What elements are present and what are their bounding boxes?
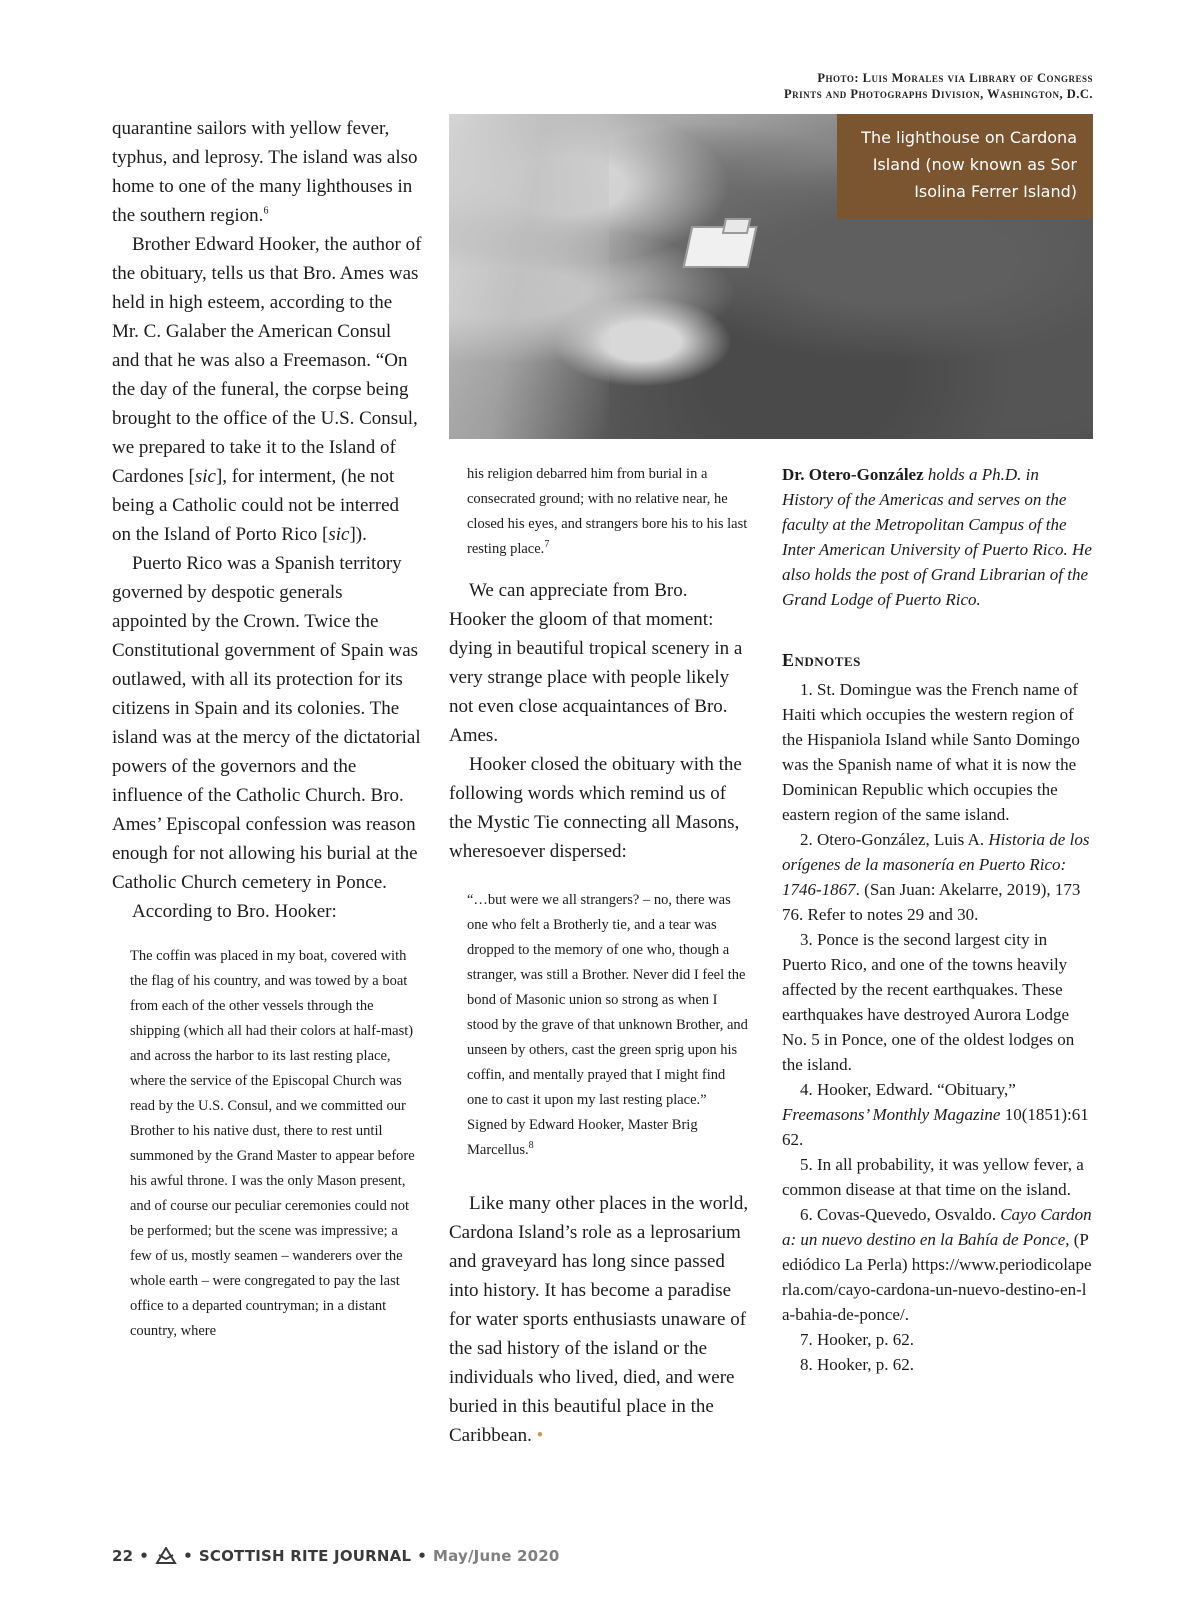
endnote: 1. St. Domingue was the French name of Haiti which occupies the western region of the Hispaniola Island while Santo Domingo was the Spanish name of what it is now the Dominican Republic which occupies the eastern region of the same island. xyxy=(782,680,1080,824)
photo-shoreline xyxy=(449,114,609,439)
footnote-ref: 7 xyxy=(544,539,550,551)
footer-separator: • xyxy=(139,1547,150,1565)
paragraph: Puerto Rico was a Spanish territory governed by despotic generals appointed by the Crown. Twice the Constitutional government of Spain was outlawed, with all its protection for its citizens in Spain and its colonies. The island was at the mercy of the dictatorial powers of the governors and the influence of the Catholic Church. Bro. Ames’ Episcopal confession was reason enough for not allowing his burial at the Catholic Church cemetery in Ponce. xyxy=(112,553,421,893)
paragraph: Brother Edward Hooker, the author of the obituary, tells us that Bro. Ames was held in high esteem, according to the Mr. C. Galaber the American Consul and that he was also a Freemason. “On the day of the funeral, the corpse being brought to the office of the U.S. Consul, we prepared to take it to the Island of Cardones [sic], for interment, (he not being a Catholic could not be interred on the Island of Porto Rico [sic]). xyxy=(112,234,422,545)
footnote-ref: 8 xyxy=(528,1140,534,1152)
middle-body-closing xyxy=(449,1189,749,1450)
lighthouse-photo xyxy=(449,114,1093,439)
photo-credit xyxy=(784,70,1093,102)
photo-credit-line1: Photo: Luis Morales via Library of Congress xyxy=(817,71,1093,85)
endnotes-list xyxy=(782,677,1092,1377)
footnote-ref: 6 xyxy=(263,205,269,217)
issue-date: May/June 2020 xyxy=(433,1547,560,1565)
end-mark: • xyxy=(536,1425,544,1446)
page-number: 22 xyxy=(112,1547,134,1565)
photo-credit-line2: Prints and Photographs Division, Washington, D.C. xyxy=(784,87,1093,101)
endnotes-heading: Endnotes xyxy=(782,650,861,670)
block-quote-continued: his religion debarred him from burial in a consecrated ground; with no relative near, he closed his eyes, and strangers bore his to his last resting place.$^7$ xyxy=(467,466,748,557)
paragraph: Hooker closed the obituary with the following words which remind us of the Mystic Tie connecting all Masons, wheresoever dispersed: xyxy=(449,754,742,862)
author-bio: Dr. Otero-González holds a Ph.D. in History of the Americas and serves on the faculty at the Metropolitan Campus of the Inter American University of Puerto Rico. He also holds the post of Grand Librarian of the Grand Lodge of Puerto Rico. xyxy=(782,465,1092,609)
journal-title: SCOTTISH RITE JOURNAL xyxy=(198,1547,412,1565)
endnote: 6. Covas-Quevedo, Osvaldo. Cayo Cardona: un nuevo destino en la Bahía de Ponce, (Pediódico La Perla) https://www.periodicolaperla.com/cayo-cardona-un-nuevo-destino-en-la-bahia-de-ponce/. xyxy=(782,1205,1092,1324)
middle-body xyxy=(449,576,749,866)
column-right xyxy=(782,462,1092,1377)
photo-caption: The lighthouse on Cardona Island (now known as Sor Isolina Ferrer Island) xyxy=(837,114,1093,219)
endnote: 8. Hooker, p. 62. xyxy=(800,1355,915,1374)
paragraph: quarantine sailors with yellow fever, typhus, and leprosy. The island was also home to one of the many lighthouses in the southern region.$^6$ xyxy=(112,118,418,226)
endnote: 2. Otero-González, Luis A. Historia de los orígenes de la masonería en Puerto Rico: 1746-1867. (San Juan: Akelarre, 2019), 173 76. Refer to notes 29 and 30. xyxy=(782,830,1090,924)
block-quote: “…but were we all strangers? – no, there was one who felt a Brotherly tie, and a tear was dropped to the memory of one who, though a stranger, was still a Brother. Never did I feel the bond of Masonic union so strong as when I stood by the grave of that unknown Brother, and unseen by others, cast the green sprig upon his coffin, and mentally prayed that I might find one to cast it upon my last resting place.” Signed by Edward Hooker, Master Brig Marcellus.$^8$ xyxy=(467,892,748,1158)
footer-separator: • xyxy=(183,1547,193,1565)
paragraph: Like many other places in the world, Cardona Island’s role as a leprosarium and graveyard has long since passed into history. It has become a paradise for water sports enthusiasts unaware of the sad history of the island or the individuals who lived, died, and were buried in this beautiful place in the Caribbean. • xyxy=(449,1193,749,1446)
block-quote: The coffin was placed in my boat, covered with the flag of his country, and was towed by a boat from each of the other vessels through the shipping (which all had their colors at half-mast) and across the harbor to its last resting place, where the service of the Episcopal Church was read by the U.S. Consul, and we committed our Brother to his native dust, there to rest until summoned by the Grand Master to appear before his awful throne. I was the only Mason present, and of course our peculiar ceremonies could not be performed; but the scene was impressive; a few of us, mostly seamen – wanderers over the whole earth – were congregated to pay the last office to a departed countryman; in a distant country, where xyxy=(130,948,415,1339)
endnote: 7. Hooker, p. 62. xyxy=(800,1330,915,1349)
column-middle xyxy=(449,462,749,1450)
endnote: 5. In all probability, it was yellow fever, a common disease at that time on the island. xyxy=(782,1155,1084,1199)
page-footer xyxy=(112,1547,560,1565)
footer-separator: • xyxy=(417,1547,428,1565)
paragraph: We can appreciate from Bro. Hooker the gloom of that moment: dying in beautiful tropical scenery in a very strange place with people likely not even close acquaintances of Bro. Ames. xyxy=(449,580,743,746)
endnote: 3. Ponce is the second largest city in Puerto Rico, and one of the towns heavily affected by the recent earthquakes. These earthquakes have destroyed Aurora Lodge No. 5 in Ponce, one of the oldest lodges on the island. xyxy=(782,930,1075,1074)
author-name: Dr. Otero-González xyxy=(782,465,924,484)
column-left xyxy=(112,114,422,1344)
paragraph: According to Bro. Hooker: xyxy=(132,901,337,922)
endnote: 4. Hooker, Edward. “Obituary,” Freemasons’ Monthly Magazine 10(1851):61 62. xyxy=(782,1080,1089,1149)
double-eagle-emblem-icon xyxy=(155,1547,177,1565)
photo-lighthouse-building xyxy=(683,226,758,268)
